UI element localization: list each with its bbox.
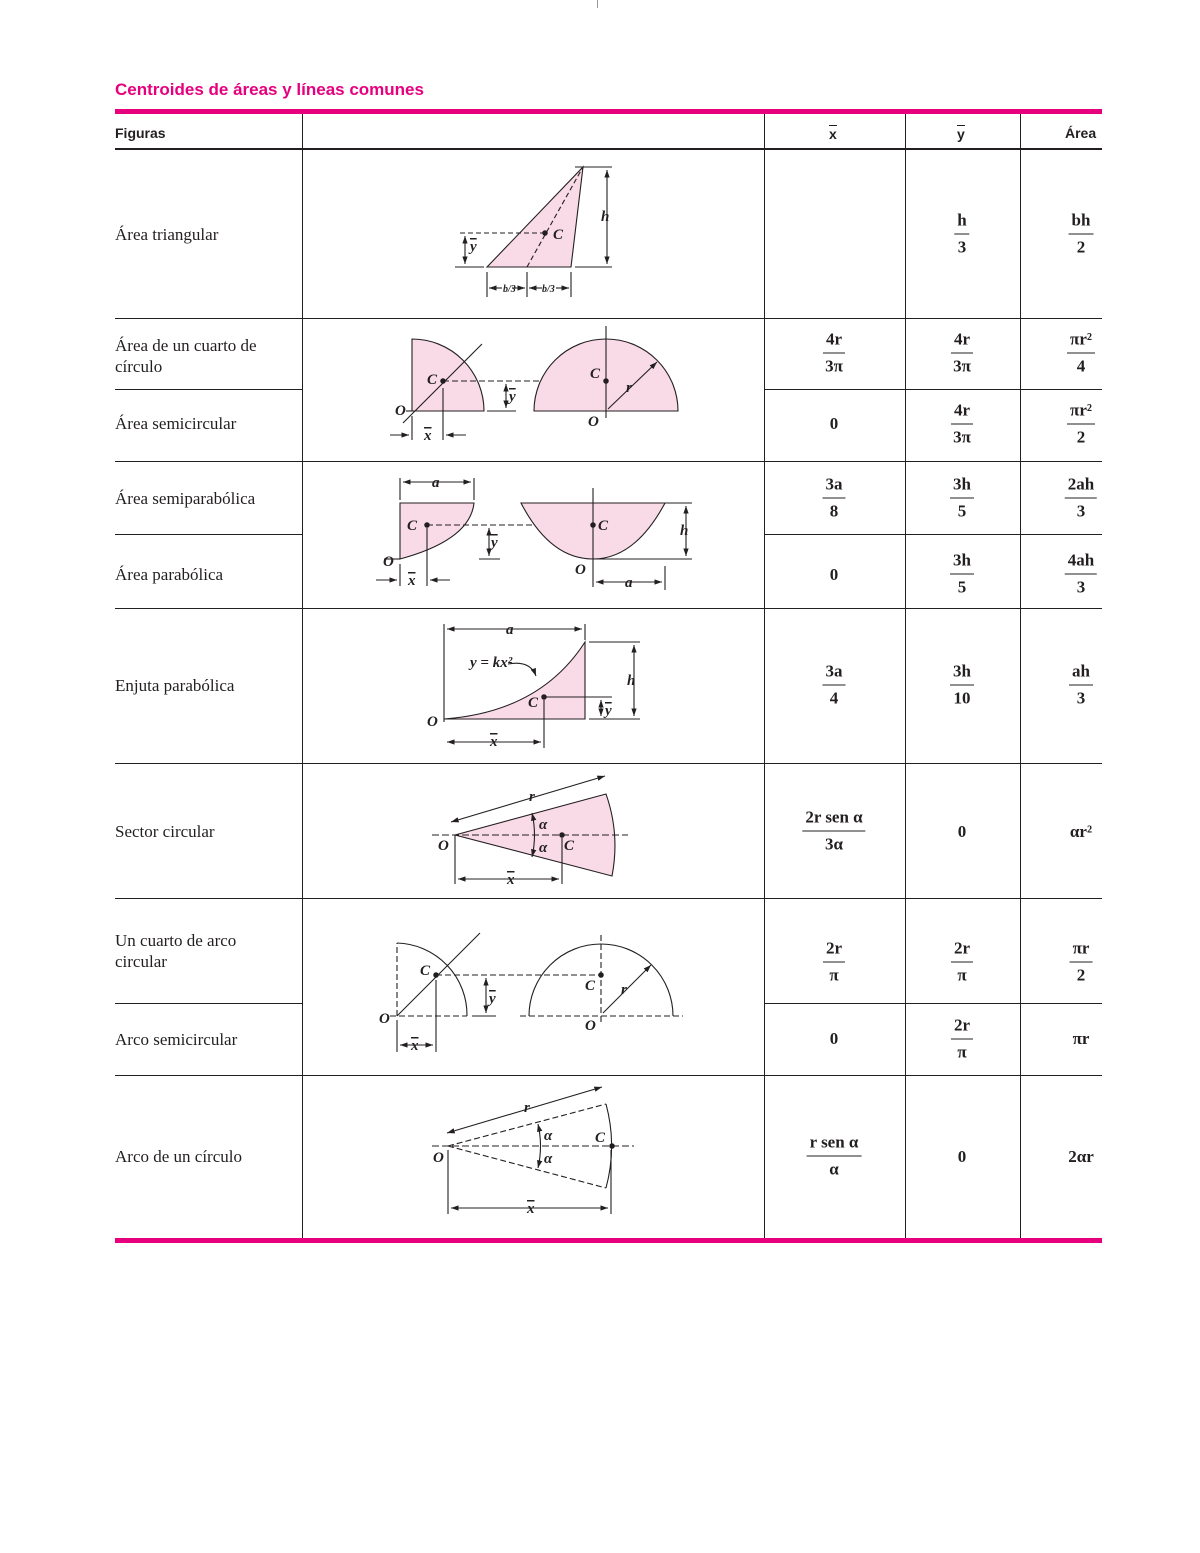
- row-label: Área de un cuarto de círculo: [115, 336, 257, 376]
- area-value: πr: [1072, 1029, 1090, 1048]
- label-O: O: [427, 714, 438, 730]
- x-value: 2r sen α 3α: [802, 808, 865, 855]
- label-h: h: [680, 523, 689, 539]
- y-value: $\frac{3h}{10}$: [950, 662, 974, 709]
- label-C: C: [427, 372, 438, 388]
- row-label: Área triangular: [115, 225, 219, 244]
- label-O: O: [575, 562, 586, 578]
- label-C: C: [407, 518, 418, 534]
- area-value: $\frac{\text{πr²}}{4}$: [1067, 330, 1095, 377]
- label-ybar: y: [605, 703, 612, 719]
- label-alpha: α: [539, 817, 548, 833]
- label-a: a: [432, 475, 440, 491]
- label-a: a: [625, 575, 633, 591]
- label-xbar: x: [527, 1201, 535, 1217]
- label-xbar: x: [408, 573, 416, 589]
- header-x: x: [829, 126, 837, 142]
- label-C: C: [590, 366, 601, 382]
- label-ybar: y: [470, 239, 477, 255]
- label-C: C: [528, 695, 539, 711]
- label-b3: b/3: [542, 284, 555, 295]
- label-O: O: [438, 838, 449, 854]
- row-label: Un cuarto de arco circular: [115, 931, 237, 971]
- row-label: Área semiparabólica: [115, 489, 256, 508]
- semicircle-figure: [534, 326, 678, 418]
- label-alpha: α: [539, 840, 548, 856]
- label-alpha: α: [544, 1151, 553, 1167]
- x-value: 0: [829, 414, 839, 433]
- label-O: O: [433, 1150, 444, 1166]
- label-C: C: [420, 963, 431, 979]
- row-label: Arco semicircular: [115, 1030, 238, 1049]
- label-ybar: y: [491, 535, 498, 551]
- label-O: O: [379, 1011, 390, 1027]
- label-a: a: [506, 622, 514, 638]
- x-value: r sen α α: [807, 1133, 862, 1180]
- area-value: $\frac{ah}{3}$: [1069, 662, 1093, 709]
- x-value: $\frac{4r}{3\pi}$: [823, 330, 845, 377]
- label-O: O: [395, 403, 406, 419]
- y-value: 0: [957, 822, 967, 841]
- y-value: 0: [957, 1147, 967, 1166]
- x-value: 0: [829, 565, 839, 584]
- label-O: O: [588, 414, 599, 430]
- y-value: $\frac{2r}{\pi}$: [951, 939, 973, 986]
- label-C: C: [585, 978, 596, 994]
- row-label: Área parabólica: [115, 565, 224, 584]
- label-xbar: x: [424, 428, 432, 444]
- header-y: y: [957, 126, 965, 142]
- label-h: h: [601, 209, 610, 225]
- row-label: Área semicircular: [115, 414, 237, 433]
- label-xbar: x: [507, 872, 515, 888]
- label-O: O: [383, 554, 394, 570]
- row-label: Sector circular: [115, 822, 215, 841]
- parabolic-figure: [521, 488, 692, 590]
- label-b3: b/3: [503, 284, 516, 295]
- label-C: C: [564, 838, 575, 854]
- x-value: $\frac{2r}{\pi}$: [823, 939, 845, 986]
- y-value: $\frac{h}{3}$: [954, 211, 969, 258]
- label-r: r: [626, 380, 632, 396]
- row-label: Arco de un círculo: [115, 1147, 242, 1166]
- area-value: $\frac{2ah}{3}$: [1065, 475, 1097, 522]
- area-value: $\frac{bh}{2}$: [1069, 211, 1094, 258]
- triangle-figure: [455, 167, 612, 297]
- area-value: $\frac{\pi r}{2}$: [1070, 939, 1093, 986]
- label-ybar: y: [489, 991, 496, 1007]
- x-value: $\frac{3a}{4}$: [823, 662, 846, 709]
- x-value: $\frac{3a}{8}$: [823, 475, 846, 522]
- y-value: $\frac{4r}{3\pi}$: [951, 401, 973, 448]
- area-value: $\frac{\text{πr²}}{2}$: [1067, 401, 1095, 448]
- area-value: 2αr: [1068, 1147, 1094, 1166]
- area-value: αr²: [1069, 822, 1093, 841]
- label-r: r: [524, 1100, 530, 1116]
- label-O: O: [585, 1018, 596, 1034]
- label-alpha: α: [544, 1128, 553, 1144]
- label-C: C: [553, 227, 564, 243]
- row-label: Enjuta parabólica: [115, 676, 235, 695]
- table-title: Centroides de áreas y líneas comunes: [115, 80, 424, 99]
- spandrel-figure: [444, 624, 640, 748]
- label-r: r: [621, 982, 627, 998]
- y-value: $\frac{4r}{3\pi}$: [951, 330, 973, 377]
- label-C: C: [595, 1130, 606, 1146]
- label-xbar: x: [411, 1038, 419, 1054]
- y-value: $\frac{3h}{5}$: [950, 551, 974, 598]
- label-xbar: x: [490, 734, 498, 750]
- circle-arc-figure: [432, 1087, 634, 1214]
- header-figures: Figuras: [115, 125, 166, 141]
- header-area: Área: [1065, 125, 1097, 141]
- semicircle-arc-figure: [520, 935, 683, 1022]
- label-C: C: [598, 518, 609, 534]
- x-value: 0: [829, 1029, 839, 1048]
- y-value: $\frac{2r}{\pi}$: [951, 1016, 973, 1063]
- label-parabola: y = kx²: [470, 655, 513, 671]
- y-value: $\frac{3h}{5}$: [950, 475, 974, 522]
- label-h: h: [627, 673, 636, 689]
- area-value: $\frac{4ah}{3}$: [1065, 551, 1097, 598]
- label-r: r: [529, 789, 535, 805]
- label-ybar: y: [509, 389, 516, 405]
